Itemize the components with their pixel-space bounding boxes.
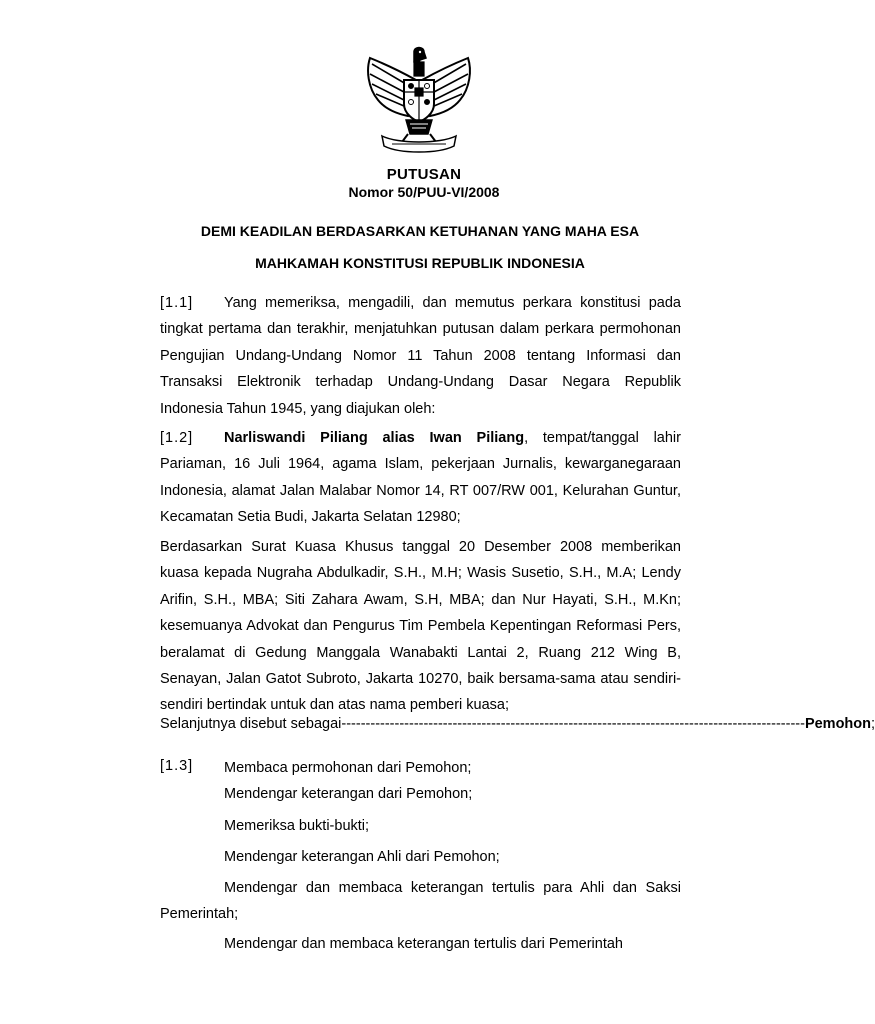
garuda-emblem-icon bbox=[358, 40, 480, 160]
paragraph-1-2 bbox=[160, 425, 681, 531]
list-item: Mendengar dan membaca keterangan tertulis para Ahli dan Saksi Pemerintah; bbox=[160, 880, 681, 923]
designation-lead: Selanjutnya disebut sebagai bbox=[160, 716, 342, 732]
paragraph-text: , tempat/tanggal lahir Pariaman, 16 Juli 1964, agama Islam, pekerjaan Jurnalis, kewarganegaraan Indonesia, alamat Jalan Malabar Nomor 14, RT 007/RW 001, Kelurahan Guntur, Kecamatan Setia Budi, Jakarta Selatan 12980; bbox=[160, 430, 681, 526]
paragraph-number: [1.1] bbox=[160, 295, 194, 311]
designation-line bbox=[160, 716, 875, 732]
list-item: Mendengar keterangan dari Pemohon; bbox=[224, 786, 473, 802]
document-title: PUTUSAN bbox=[386, 166, 462, 183]
applicant-name: Narliswandi Piliang alias Iwan Piliang bbox=[224, 430, 525, 446]
designation-role: Pemohon bbox=[804, 716, 871, 732]
paragraph-kuasa: Berdasarkan Surat Kuasa Khusus tanggal 20 Desember 2008 memberikan kuasa kepada Nugraha Abdulkadir, S.H., M.H; Wasis Susetio, S.H., M.A; Lendy Arifin, S.H., MBA; Siti Zahara Awam, S.H, MBA; dan Nur Hayati, S.H., M.Kn; kesemuanya Advokat dan Pengurus Tim Pembela Kepentingan Reformasi Pers, beralamat di Gedung Manggala Wanabakti Lantai 2, Ruang 212 Wing B, Senayan, Jalan Gatot Subroto, Jakarta 10270, baik bersama-sama atau sendiri-sendiri bertindak untuk dan atas nama pemberi kuasa; bbox=[160, 539, 681, 714]
paragraph-text: Yang memeriksa, mengadili, dan memutus perkara konstitusi pada tingkat pertama dan terakhir, menjatuhkan putusan dalam perkara permohonan Pengujian Undang-Undang Nomor 11 Tahun 2008 tentang Informasi dan Transaksi Elektronik terhadap Undang-Undang Dasar Negara Republik Indonesia Tahun 1945, yang diajukan oleh: bbox=[160, 295, 681, 417]
designation-dashes: ------------------------------------------------------------------------------------------------ bbox=[341, 716, 805, 732]
list-item: Membaca permohonan dari Pemohon; bbox=[224, 760, 472, 776]
paragraph-number-1-3: [1.3] bbox=[160, 758, 194, 774]
list-item: Mendengar dan membaca keterangan tertulis dari Pemerintah bbox=[224, 936, 623, 952]
heading-court: MAHKAMAH KONSTITUSI REPUBLIK INDONESIA bbox=[255, 255, 585, 271]
paragraph-number: [1.2] bbox=[160, 430, 194, 446]
heading-demi-keadilan: DEMI KEADILAN BERDASARKAN KETUHANAN YANG MAHA ESA bbox=[200, 223, 640, 239]
paragraph-1-1 bbox=[160, 290, 681, 422]
list-item: Memeriksa bukti-bukti; bbox=[224, 818, 370, 834]
document-number: Nomor 50/PUU-VI/2008 bbox=[348, 184, 500, 200]
designation-end: ; bbox=[871, 716, 875, 732]
list-item: Mendengar keterangan Ahli dari Pemohon; bbox=[224, 849, 500, 865]
